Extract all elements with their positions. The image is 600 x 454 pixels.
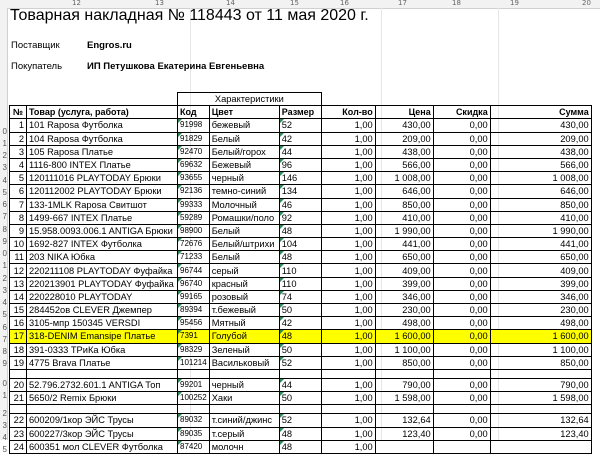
cell-color[interactable]: молочн — [209, 440, 279, 453]
table-row-highlighted[interactable] — [10, 330, 592, 343]
cell-color[interactable]: т.бежевый — [209, 304, 279, 317]
cell-discount[interactable]: 0,00 — [433, 211, 490, 224]
cell-quantity[interactable]: 1,00 — [321, 264, 375, 277]
cell-size[interactable]: 146 — [279, 172, 321, 185]
cell-discount[interactable]: 0,00 — [433, 264, 490, 277]
cell-quantity[interactable]: 1,00 — [321, 356, 375, 369]
cell-discount[interactable]: 0,00 — [433, 198, 490, 211]
row-header[interactable]: 2 — [2, 274, 7, 283]
row-header[interactable]: 0 — [2, 379, 7, 388]
cell-code[interactable]: 99165 — [178, 290, 210, 303]
cell-code[interactable]: 96740 — [178, 277, 210, 290]
cell-color[interactable]: Молочный — [209, 198, 279, 211]
cell-number[interactable]: 20 — [10, 378, 27, 391]
cell-sum[interactable]: 438,00 — [490, 145, 591, 158]
cell-product[interactable]: 203 NIKA Юбка — [27, 251, 178, 264]
cell-code[interactable]: 59289 — [178, 211, 210, 224]
cell-price[interactable]: 209,00 — [375, 132, 433, 145]
row-header-strip — [0, 8, 8, 454]
cell-size[interactable]: 44 — [279, 378, 321, 391]
cell-code[interactable]: 100252 — [178, 392, 210, 405]
cell-discount[interactable]: 0,00 — [433, 378, 490, 391]
cell-size[interactable]: 52 — [279, 356, 321, 369]
cell-sum[interactable]: 650,00 — [490, 251, 591, 264]
table-row[interactable] — [10, 440, 592, 453]
cell-quantity[interactable]: 1,00 — [321, 211, 375, 224]
cell-price[interactable]: 1 598,00 — [375, 392, 433, 405]
cell-sum[interactable]: 409,00 — [490, 264, 591, 277]
cell-product[interactable]: 1116-800 INTEX Платье — [27, 158, 178, 171]
cell-color[interactable]: Белый/штрихи — [209, 238, 279, 251]
cell-number[interactable]: 19 — [10, 356, 27, 369]
table-row[interactable] — [10, 414, 592, 427]
cell-discount[interactable]: 0,00 — [433, 356, 490, 369]
row-header[interactable]: 7 — [2, 335, 7, 344]
cell-product[interactable]: 600227/3кор ЭЙС Трусы — [27, 427, 178, 440]
cell-code[interactable]: 92136 — [178, 185, 210, 198]
table-row[interactable] — [10, 238, 592, 251]
cell-quantity[interactable]: 1,00 — [321, 198, 375, 211]
cell-number[interactable]: 18 — [10, 343, 27, 356]
cell-quantity[interactable]: 1,00 — [321, 145, 375, 158]
cell-product[interactable]: 120112002 PLAYTODAY Брюки — [27, 185, 178, 198]
row-header[interactable]: 3 — [2, 163, 7, 172]
cell-product[interactable]: 104 Raposa Футболка — [27, 132, 178, 145]
cell-product[interactable]: 105 Raposa Платье — [27, 145, 178, 158]
cell-discount[interactable]: 0,00 — [433, 304, 490, 317]
cell-price[interactable]: 1 600,00 — [375, 330, 433, 343]
header-size: Размер — [279, 106, 321, 119]
cell-price[interactable]: 1 990,00 — [375, 224, 433, 237]
cell-code[interactable]: 93655 — [178, 172, 210, 185]
cell-sum[interactable]: 566,00 — [490, 158, 591, 171]
cell-code[interactable]: 101214 — [178, 356, 210, 369]
cell-quantity[interactable]: 1,00 — [321, 392, 375, 405]
cell-discount[interactable]: 0,00 — [433, 251, 490, 264]
cell-product[interactable]: 600209/1кор ЭЙС Трусы — [27, 414, 178, 427]
cell-color[interactable]: бежевый — [209, 119, 279, 132]
cell-code[interactable]: 99201 — [178, 378, 210, 391]
cell-number[interactable]: 6 — [10, 185, 27, 198]
cell-product[interactable]: 220213901 PLAYTODAY Фуфайка — [27, 277, 178, 290]
cell-number[interactable]: 23 — [10, 427, 27, 440]
cell-product[interactable]: 318-DENIM Emansipe Платье — [27, 330, 178, 343]
col-header[interactable]: 18 — [452, 0, 461, 7]
cell-color[interactable]: Мятный — [209, 317, 279, 330]
cell-sum[interactable]: 346,00 — [490, 290, 591, 303]
cell-size[interactable]: 48 — [279, 251, 321, 264]
cell-sum[interactable]: 850,00 — [490, 356, 591, 369]
table-row[interactable] — [10, 427, 592, 440]
cell-size[interactable]: 52 — [279, 119, 321, 132]
cell-code[interactable]: 69632 — [178, 158, 210, 171]
cell-sum[interactable]: 123,40 — [490, 427, 591, 440]
cell-color[interactable]: Белый — [209, 251, 279, 264]
cell-code[interactable]: 72676 — [178, 238, 210, 251]
buyer-value[interactable]: ИП Петушкова Екатерина Евгеньевна — [87, 61, 265, 72]
cell-product[interactable]: 4775 Brava Платье — [27, 356, 178, 369]
cell-discount[interactable]: 0,00 — [433, 185, 490, 198]
cell-price[interactable]: 441,00 — [375, 238, 433, 251]
cell-color[interactable]: Васильковый — [209, 356, 279, 369]
cell-price[interactable]: 1 100,00 — [375, 343, 433, 356]
cell-number[interactable]: 14 — [10, 290, 27, 303]
cell-price[interactable]: 850,00 — [375, 198, 433, 211]
cell-code[interactable]: 98900 — [178, 224, 210, 237]
cell-product[interactable]: 3105-мпр 150345 VERSDI — [27, 317, 178, 330]
cell-code[interactable]: 89035 — [178, 427, 210, 440]
cell-sum[interactable]: 1 598,00 — [490, 392, 591, 405]
cell-color[interactable]: розовый — [209, 290, 279, 303]
table-row[interactable] — [10, 277, 592, 290]
table-row[interactable] — [10, 264, 592, 277]
cell-number[interactable]: 4 — [10, 158, 27, 171]
row-header[interactable]: 7 — [2, 212, 7, 221]
table-row[interactable] — [10, 356, 592, 369]
cell-size[interactable]: 48 — [279, 224, 321, 237]
cell-number[interactable]: 7 — [10, 198, 27, 211]
cell-sum[interactable]: 1 100,00 — [490, 343, 591, 356]
header-code: Код — [178, 106, 210, 119]
cell-color[interactable]: т.синий/джинс — [209, 414, 279, 427]
cell-sum[interactable]: 1 990,00 — [490, 224, 591, 237]
cell-price[interactable]: 498,00 — [375, 317, 433, 330]
cell-color[interactable]: Хаки — [209, 392, 279, 405]
table-row[interactable] — [10, 185, 592, 198]
cell-price[interactable]: 410,00 — [375, 211, 433, 224]
cell-quantity[interactable]: 1,00 — [321, 224, 375, 237]
cell-size[interactable]: 104 — [279, 238, 321, 251]
row-header[interactable]: 6 — [2, 323, 7, 332]
cell-price[interactable]: 646,00 — [375, 185, 433, 198]
cell-quantity[interactable]: 1,00 — [321, 427, 375, 440]
row-header[interactable]: 5 — [2, 445, 7, 454]
cell-number[interactable]: 2 — [10, 132, 27, 145]
cell-number[interactable]: 16 — [10, 317, 27, 330]
cell-discount[interactable]: 0,00 — [433, 414, 490, 427]
cell-size[interactable]: 110 — [279, 264, 321, 277]
row-header[interactable]: 4 — [2, 298, 7, 307]
cell-product[interactable]: 5650/2 Remix Брюки — [27, 392, 178, 405]
cell-sum[interactable] — [490, 440, 591, 453]
cell-color[interactable]: черный — [209, 378, 279, 391]
cell-quantity[interactable]: 1,00 — [321, 290, 375, 303]
header-number: № — [10, 106, 27, 119]
table-row[interactable] — [10, 224, 592, 237]
cell-sum[interactable]: 230,00 — [490, 304, 591, 317]
cell-color[interactable]: т.серый — [209, 427, 279, 440]
cell-price[interactable]: 123,40 — [375, 427, 433, 440]
cell-number[interactable]: 5 — [10, 172, 27, 185]
cell-code[interactable]: 91998 — [178, 119, 210, 132]
cell-number[interactable]: 15 — [10, 304, 27, 317]
cell-code[interactable]: 99333 — [178, 198, 210, 211]
cell-size[interactable]: 50 — [279, 343, 321, 356]
cell-size[interactable]: 46 — [279, 198, 321, 211]
cell-discount[interactable]: 0,00 — [433, 290, 490, 303]
col-header[interactable]: 14 — [226, 0, 235, 7]
cell-discount[interactable]: 0,00 — [433, 343, 490, 356]
header-sum: Сумма — [490, 106, 591, 119]
table-row[interactable] — [10, 158, 592, 171]
row-header[interactable]: 5 — [2, 310, 7, 319]
cell-quantity[interactable]: 1,00 — [321, 132, 375, 145]
cell-price[interactable] — [375, 440, 433, 453]
cell-product[interactable]: 52.796.2732.601.1 ANTIGA Топ — [27, 378, 178, 391]
cell-sum[interactable]: 430,00 — [490, 119, 591, 132]
row-spacer — [10, 369, 592, 378]
cell-code[interactable]: 92470 — [178, 145, 210, 158]
row-header[interactable]: 2 — [2, 151, 7, 160]
col-header[interactable]: 20 — [582, 0, 591, 7]
cell-price[interactable]: 566,00 — [375, 158, 433, 171]
table-row[interactable] — [10, 378, 592, 391]
cell-size[interactable]: 52 — [279, 414, 321, 427]
cell-color[interactable]: Белый — [209, 132, 279, 145]
cell-size[interactable]: 42 — [279, 317, 321, 330]
cell-quantity[interactable]: 1,00 — [321, 158, 375, 171]
cell-discount[interactable]: 0,00 — [433, 330, 490, 343]
cell-product[interactable]: 133-1MLK Raposa Свитшот — [27, 198, 178, 211]
cell-code[interactable]: 87420 — [178, 440, 210, 453]
cell-price[interactable]: 438,00 — [375, 145, 433, 158]
cell-product[interactable]: 101 Raposa Футболка — [27, 119, 178, 132]
cell-sum[interactable]: 850,00 — [490, 198, 591, 211]
table-row[interactable] — [10, 317, 592, 330]
cell-number[interactable]: 1 — [10, 119, 27, 132]
cell-sum[interactable]: 790,00 — [490, 378, 591, 391]
cell-discount[interactable]: 0,00 — [433, 427, 490, 440]
cell-quantity[interactable]: 1,00 — [321, 414, 375, 427]
cell-number[interactable]: 24 — [10, 440, 27, 453]
cell-product[interactable]: 220211108 PLAYTODAY Фуфайка — [27, 264, 178, 277]
cell-price[interactable]: 399,00 — [375, 277, 433, 290]
cell-price[interactable]: 230,00 — [375, 304, 433, 317]
cell-product[interactable]: 120111016 PLAYTODAY Брюки — [27, 172, 178, 185]
cell-number[interactable]: 9 — [10, 224, 27, 237]
table-row[interactable] — [10, 145, 592, 158]
table-row[interactable] — [10, 343, 592, 356]
cell-quantity[interactable]: 1,00 — [321, 378, 375, 391]
cell-product[interactable]: 600351 мол CLEVER Футболка — [27, 440, 178, 453]
row-spacer — [10, 405, 592, 414]
cell-quantity[interactable]: 1,00 — [321, 172, 375, 185]
cell-discount[interactable]: 0,00 — [433, 392, 490, 405]
cell-price[interactable]: 346,00 — [375, 290, 433, 303]
row-header[interactable]: 3 — [2, 286, 7, 295]
cell-number[interactable]: 3 — [10, 145, 27, 158]
cell-price[interactable]: 409,00 — [375, 264, 433, 277]
cell-size[interactable]: 42 — [279, 132, 321, 145]
cell-quantity[interactable]: 1,00 — [321, 119, 375, 132]
col-header[interactable]: 13 — [155, 0, 164, 7]
cell-size[interactable]: 92 — [279, 211, 321, 224]
cell-price[interactable]: 790,00 — [375, 378, 433, 391]
cell-discount[interactable]: 0,00 — [433, 277, 490, 290]
cell-color[interactable]: Голубой — [209, 330, 279, 343]
cell-number[interactable]: 8 — [10, 211, 27, 224]
cell-code[interactable]: 91829 — [178, 132, 210, 145]
cell-sum[interactable]: 1 008,00 — [490, 172, 591, 185]
invoice-table — [9, 92, 592, 454]
row-header[interactable]: 4 — [2, 433, 7, 442]
cell-number[interactable]: 21 — [10, 392, 27, 405]
cell-code[interactable]: 89394 — [178, 304, 210, 317]
cell-product[interactable]: 15.958.0093.006.1 ANTIGA Брюки — [27, 224, 178, 237]
cell-sum[interactable]: 498,00 — [490, 317, 591, 330]
cell-sum[interactable]: 441,00 — [490, 238, 591, 251]
cell-price[interactable]: 650,00 — [375, 251, 433, 264]
cell-sum[interactable]: 646,00 — [490, 185, 591, 198]
col-header[interactable]: 17 — [398, 0, 407, 7]
cell-number[interactable]: 22 — [10, 414, 27, 427]
cell-sum[interactable]: 209,00 — [490, 132, 591, 145]
cell-product[interactable]: 1692-827 INTEX Футболка — [27, 238, 178, 251]
cell-quantity[interactable]: 1,00 — [321, 238, 375, 251]
row-header[interactable]: 8 — [2, 347, 7, 356]
cell-color[interactable]: черный — [209, 172, 279, 185]
cell-product[interactable]: 284452ов CLEVER Джемпер — [27, 304, 178, 317]
cell-product[interactable]: 391-0333 ТРиКа Юбка — [27, 343, 178, 356]
row-header[interactable]: 0 — [2, 127, 7, 136]
characteristics-header: Характеристики — [178, 93, 322, 106]
row-header[interactable]: 9 — [2, 237, 7, 246]
supplier-label: Поставщик — [11, 40, 60, 51]
header-quantity: Кол-во — [321, 106, 375, 119]
row-header[interactable]: 2 — [2, 409, 7, 418]
cell-quantity[interactable]: 1,00 — [321, 343, 375, 356]
cell-number[interactable]: 11 — [10, 251, 27, 264]
cell-quantity[interactable]: 1,00 — [321, 251, 375, 264]
cell-size[interactable]: 48 — [279, 427, 321, 440]
cell-number[interactable]: 17 — [10, 330, 27, 343]
cell-price[interactable]: 1 008,00 — [375, 172, 433, 185]
cell-size[interactable]: 74 — [279, 290, 321, 303]
cell-color[interactable]: Белый/горох — [209, 145, 279, 158]
cell-size[interactable]: 48 — [279, 440, 321, 453]
supplier-value[interactable]: Engros.ru — [87, 40, 132, 51]
cell-code[interactable]: 98329 — [178, 343, 210, 356]
table-header-row — [10, 106, 592, 119]
cell-discount[interactable]: 0,00 — [433, 145, 490, 158]
cell-discount[interactable] — [433, 440, 490, 453]
cell-discount[interactable]: 0,00 — [433, 119, 490, 132]
cell-size[interactable]: 134 — [279, 185, 321, 198]
cell-size[interactable]: 48 — [279, 330, 321, 343]
cell-size[interactable]: 44 — [279, 145, 321, 158]
col-header[interactable]: 16 — [340, 0, 349, 7]
row-header[interactable]: 1 — [2, 391, 7, 400]
cell-size[interactable]: 96 — [279, 158, 321, 171]
cell-code[interactable]: 95456 — [178, 317, 210, 330]
cell-number[interactable]: 12 — [10, 264, 27, 277]
cell-quantity[interactable]: 1,00 — [321, 330, 375, 343]
table-row[interactable] — [10, 304, 592, 317]
row-header[interactable]: 4 — [2, 176, 7, 185]
cell-color[interactable]: темно-синий — [209, 185, 279, 198]
col-header[interactable]: 15 — [290, 0, 299, 7]
cell-quantity[interactable]: 1,00 — [321, 185, 375, 198]
cell-code[interactable]: 89032 — [178, 414, 210, 427]
cell-color[interactable]: Белый — [209, 224, 279, 237]
col-header[interactable]: 12 — [72, 0, 81, 7]
cell-code[interactable]: 96744 — [178, 264, 210, 277]
cell-number[interactable]: 10 — [10, 238, 27, 251]
cell-price[interactable]: 850,00 — [375, 356, 433, 369]
cell-number[interactable]: 13 — [10, 277, 27, 290]
cell-color[interactable]: Зеленый — [209, 343, 279, 356]
cell-discount[interactable]: 0,00 — [433, 132, 490, 145]
row-header[interactable]: 1 — [2, 261, 7, 270]
cell-price[interactable]: 430,00 — [375, 119, 433, 132]
cell-quantity[interactable]: 1,00 — [321, 440, 375, 453]
cell-sum[interactable]: 1 600,00 — [490, 330, 591, 343]
cell-size[interactable]: 50 — [279, 392, 321, 405]
header-color: Цвет — [209, 106, 279, 119]
invoice-title: Товарная накладная № 118443 от 11 мая 2020 г. — [10, 7, 369, 24]
row-header[interactable]: 9 — [2, 359, 7, 368]
cell-color[interactable]: красный — [209, 277, 279, 290]
header-product: Товар (услуга, работа) — [27, 106, 178, 119]
cell-product[interactable]: 1499-667 INTEX Платье — [27, 211, 178, 224]
row-header[interactable]: 6 — [2, 200, 7, 209]
table-row[interactable] — [10, 198, 592, 211]
cell-discount[interactable]: 0,00 — [433, 172, 490, 185]
cell-quantity[interactable]: 1,00 — [321, 277, 375, 290]
cell-discount[interactable]: 0,00 — [433, 238, 490, 251]
cell-price[interactable]: 132,64 — [375, 414, 433, 427]
cell-product[interactable]: 220228010 PLAYTODAY — [27, 290, 178, 303]
cell-discount[interactable]: 0,00 — [433, 224, 490, 237]
cell-color[interactable]: Ромашки/поло — [209, 211, 279, 224]
cell-discount[interactable]: 0,00 — [433, 158, 490, 171]
table-row[interactable] — [10, 211, 592, 224]
cell-color[interactable]: Бежевый — [209, 158, 279, 171]
row-header[interactable]: 5 — [2, 188, 7, 197]
cell-sum[interactable]: 399,00 — [490, 277, 591, 290]
table-row[interactable] — [10, 132, 592, 145]
buyer-label: Покупатель — [11, 61, 63, 72]
table-row[interactable] — [10, 392, 592, 405]
cell-size[interactable]: 110 — [279, 277, 321, 290]
cell-quantity[interactable]: 1,00 — [321, 317, 375, 330]
cell-quantity[interactable]: 1,00 — [321, 304, 375, 317]
row-header[interactable]: 3 — [2, 421, 7, 430]
header-price: Цена — [375, 106, 433, 119]
table-row[interactable] — [10, 251, 592, 264]
cell-sum[interactable]: 132,64 — [490, 414, 591, 427]
cell-code[interactable]: 7391 — [178, 330, 210, 343]
cell-code[interactable]: 71233 — [178, 251, 210, 264]
row-header[interactable]: 8 — [2, 225, 7, 234]
cell-color[interactable]: серый — [209, 264, 279, 277]
cell-discount[interactable]: 0,00 — [433, 317, 490, 330]
cell-sum[interactable]: 410,00 — [490, 211, 591, 224]
row-header[interactable]: 1 — [2, 139, 7, 148]
table-row[interactable] — [10, 290, 592, 303]
row-header[interactable]: 0 — [2, 249, 7, 258]
table-row[interactable] — [10, 172, 592, 185]
cell-size[interactable]: 50 — [279, 304, 321, 317]
header-discount: Скидка — [433, 106, 490, 119]
table-row[interactable] — [10, 119, 592, 132]
col-header[interactable]: 19 — [510, 0, 519, 7]
